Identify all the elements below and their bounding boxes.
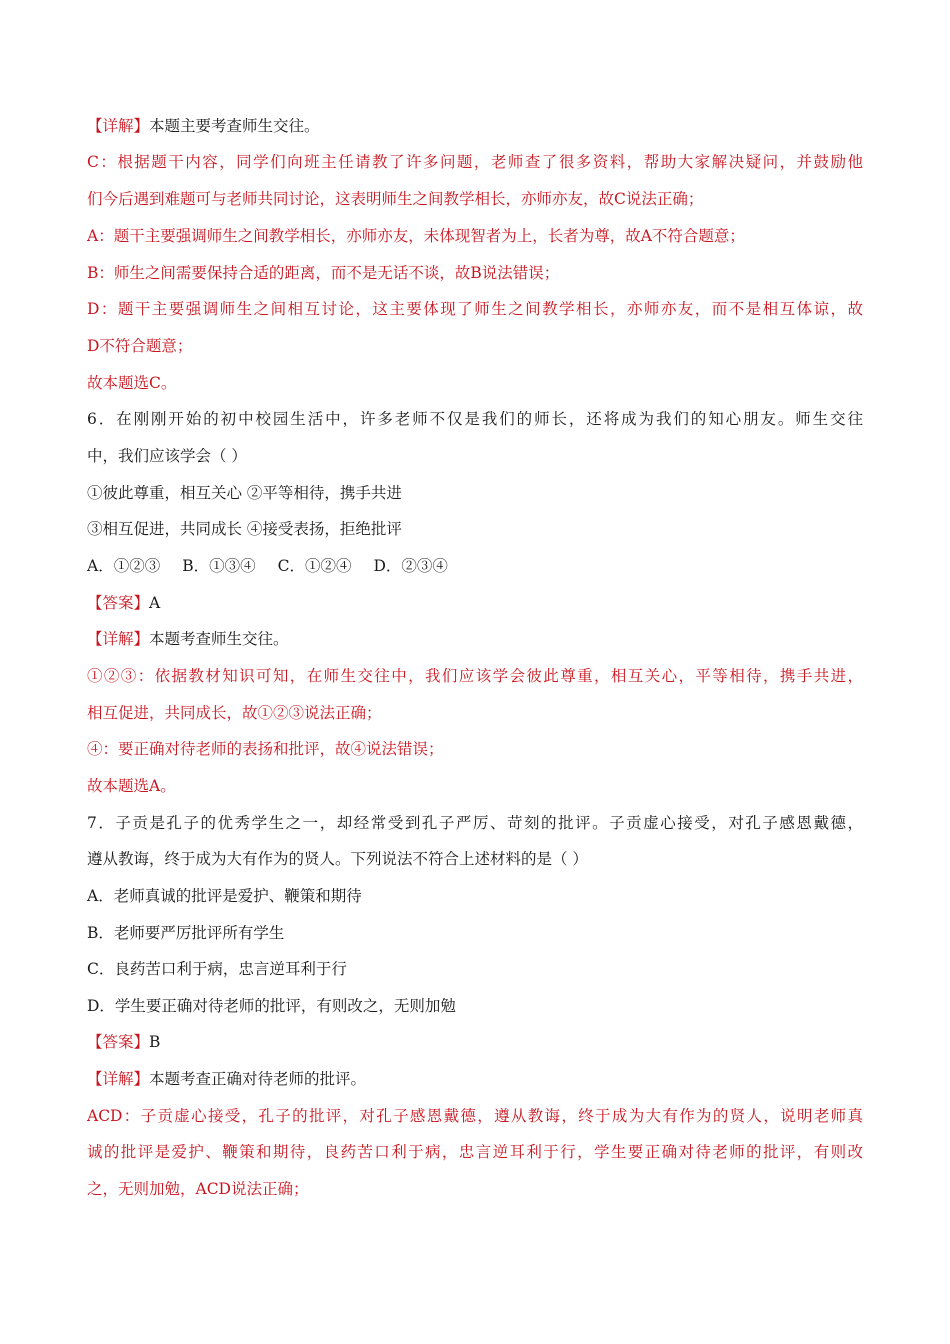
explanation-topic: 本题考查正确对待老师的批评。 <box>149 1070 367 1088</box>
explanation-line: D不符合题意； <box>87 337 193 355</box>
explanation-tag: 【详解】 <box>87 1070 150 1088</box>
option-b: B．老师要严厉批评所有学生 <box>87 924 285 942</box>
question-6-statement: ①彼此尊重，相互关心 ②平等相待，携手共进 <box>87 484 402 502</box>
explanation-tag: 【详解】 <box>87 117 150 135</box>
question-6-options <box>87 555 470 577</box>
explanation-tag: 【详解】 <box>87 630 150 648</box>
option-d: D．②③④ <box>373 557 448 575</box>
question-7-stem: 遵从教诲，终于成为大有作为的贤人。下列说法不符合上述材料的是（ ） <box>87 850 588 868</box>
explanation-line: 们今后遇到难题可与老师共同讨论，这表明师生之间教学相长，亦师亦友，故C说法正确； <box>87 190 704 208</box>
explanation-line: 之，无则加勉，ACD说法正确； <box>87 1180 309 1198</box>
explanation-header-q6 <box>87 628 289 650</box>
explanation-line: ACD：子贡虚心接受，孔子的批评，对孔子感恩戴德，遵从教诲，终于成为大有作为的贤人，说明老师真 <box>87 1107 863 1125</box>
explanation-line: 诚的批评是爱护、鞭策和期待，良药苦口利于病，忠言逆耳利于行，学生要正确对待老师的批评，有则改 <box>87 1143 863 1161</box>
conclusion-line: 故本题选A。 <box>87 777 176 795</box>
option-a: A．老师真诚的批评是爱护、鞭策和期待 <box>87 887 362 905</box>
explanation-line: ①②③：依据教材知识可知，在师生交往中，我们应该学会彼此尊重，相互关心，平等相待，携手共进， <box>87 667 863 685</box>
explanation-line: ④：要正确对待老师的表扬和批评，故④说法错误； <box>87 740 444 758</box>
question-6-stem: 中，我们应该学会（ ） <box>87 447 247 465</box>
explanation-line: C：根据题干内容，同学们向班主任请教了许多问题，老师查了很多资料，帮助大家解决疑问，并鼓励他 <box>87 153 863 171</box>
question-6-stem: 6．在刚刚开始的初中校园生活中，许多老师不仅是我们的师长，还将成为我们的知心朋友。师生交往 <box>87 410 863 428</box>
answer-tag: 【答案】 <box>87 1033 150 1051</box>
question-6-statement: ③相互促进，共同成长 ④接受表扬，拒绝批评 <box>87 520 402 538</box>
answer-value: B <box>149 1033 161 1051</box>
conclusion-line: 故本题选C。 <box>87 374 177 392</box>
option-c: C．①②④ <box>277 557 352 575</box>
explanation-line: 相互促进，共同成长，故①②③说法正确； <box>87 704 382 722</box>
explanation-topic: 本题考查师生交往。 <box>149 630 289 648</box>
explanation-header-q5 <box>87 115 320 137</box>
answer-line-q6 <box>87 592 160 614</box>
answer-line-q7 <box>87 1031 160 1053</box>
option-d: D．学生要正确对待老师的批评，有则改之，无则加勉 <box>87 997 456 1015</box>
explanation-line: A：题干主要强调师生之间教学相长，亦师亦友，未体现智者为上，长者为尊，故A不符合题意； <box>87 227 745 245</box>
explanation-header-q7 <box>87 1068 366 1090</box>
answer-value: A <box>149 594 161 612</box>
option-c: C．良药苦口利于病，忠言逆耳利于行 <box>87 960 347 978</box>
option-a: A．①②③ <box>87 557 161 575</box>
question-7-stem: 7．子贡是孔子的优秀学生之一，却经常受到孔子严厉、苛刻的批评。子贡虚心接受，对孔子感恩戴德， <box>87 814 863 832</box>
answer-tag: 【答案】 <box>87 594 150 612</box>
explanation-line: D：题干主要强调师生之间相互讨论，这主要体现了师生之间教学相长，亦师亦友，而不是相互体谅，故 <box>87 300 863 318</box>
explanation-topic: 本题主要考查师生交往。 <box>149 117 320 135</box>
option-b: B．①③④ <box>182 557 256 575</box>
explanation-line: B：师生之间需要保持合适的距离，而不是无话不谈，故B说法错误； <box>87 264 560 282</box>
